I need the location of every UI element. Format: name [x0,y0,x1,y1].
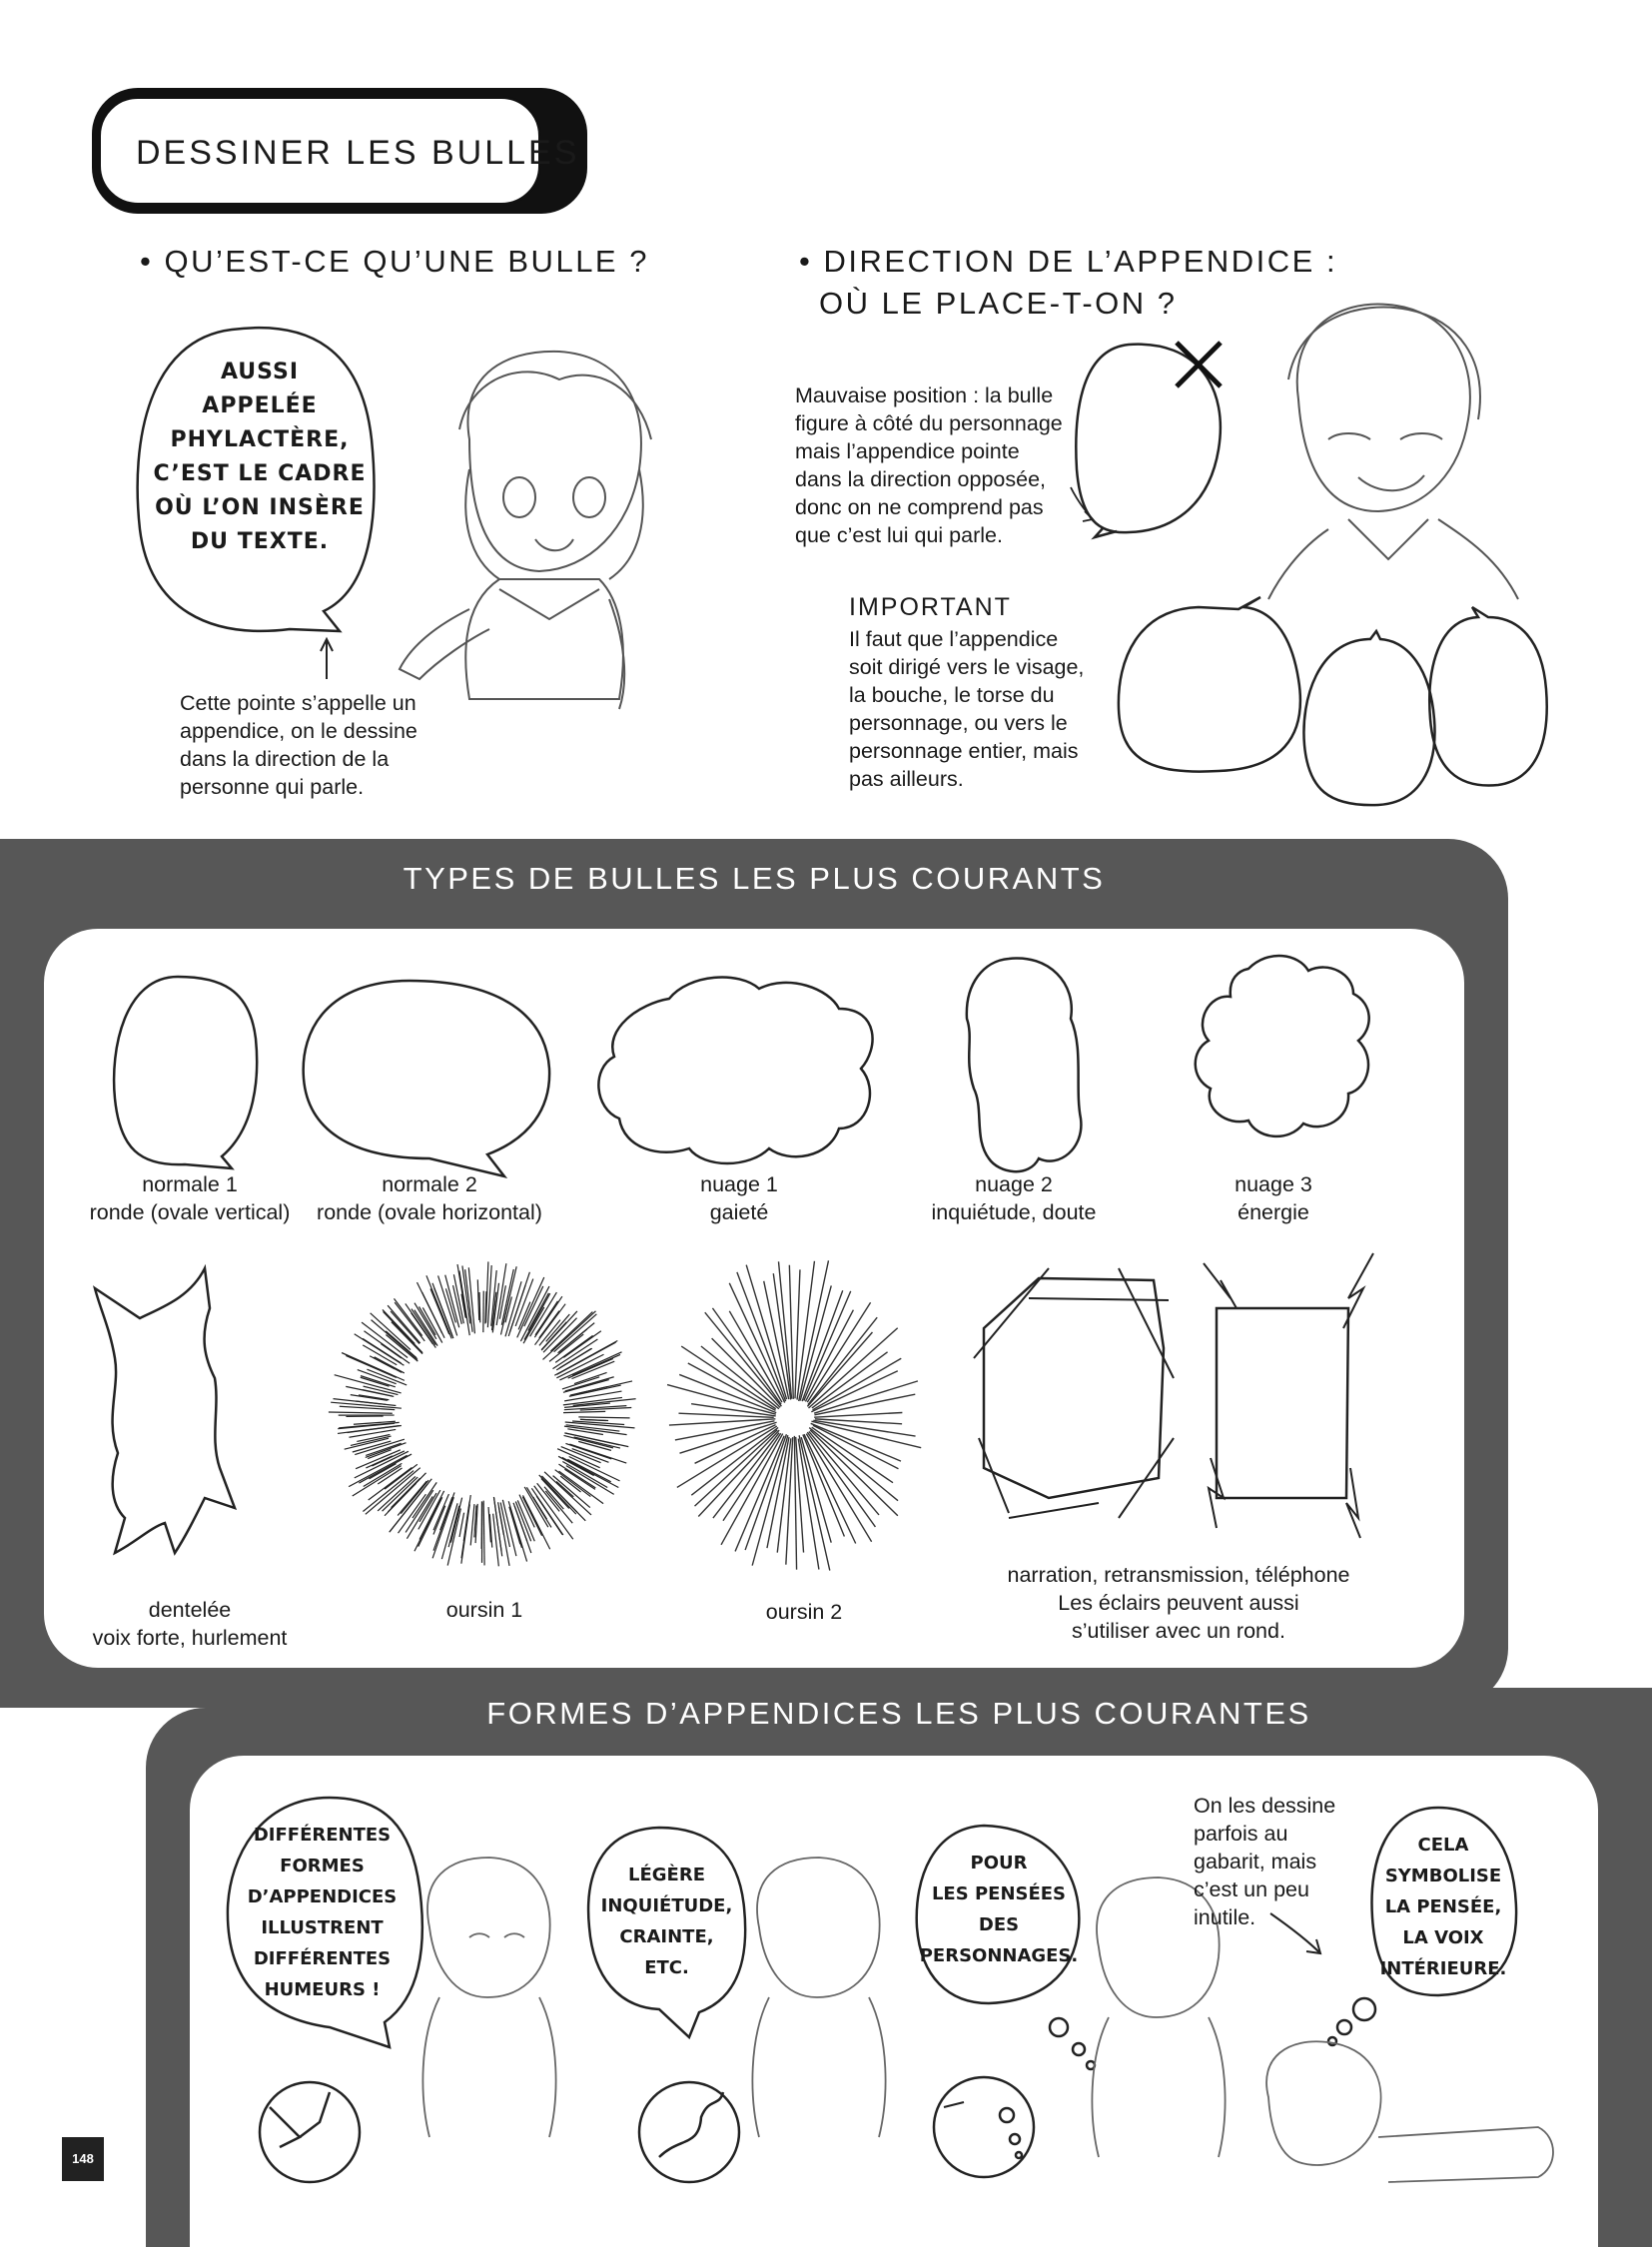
page-title: DESSINER LES BULLES [136,134,580,172]
type-label-normale1: normale 1 ronde (ovale vertical) [89,1172,291,1224]
section-title-appendix-direction-2: OÙ LE PLACE-T-ON ? [819,286,1178,321]
appendix-bubble-2: LÉGÈRE INQUIÉTUDE, CRAINTE, ETC. [600,1865,733,1978]
important-title: IMPORTANT [849,593,1012,621]
appendix-bubble-4: CELA SYMBOLISE LA PENSÉE, LA VOIX INTÉRIEURE. [1379,1835,1507,1979]
type-label-oursin1: oursin 1 [445,1598,523,1622]
bubble-text-definition: AUSSI APPELÉE PHYLACTÈRE, C’EST LE CADRE OÙ L’ON INSÈRE DU TEXTE. [153,360,367,554]
type-label-normale2: normale 2 ronde (ovale horizontal) [317,1172,542,1224]
important-text: Il faut que l’appendice soit dirigé vers le visage, la bouche, le torse du personnage, ou vers le personnage entier, mais pas ailleurs. [849,627,1085,791]
type-label-oursin2: oursin 2 [765,1600,843,1624]
appendix-caption: Cette pointe s’appelle un appendice, on le dessine dans la direction de la personne qui parle. [180,691,417,799]
wrong-position-caption: Mauvaise position : la bulle figure à côté du personnage mais l’appendice pointe dans la direction opposée, donc on ne comprend pas que c’est lui qui parle. [795,383,1063,547]
page-number: 148 [62,2137,104,2181]
type-label-nuage2: nuage 2 inquiétude, doute [931,1172,1097,1224]
appendix-bubble-3: POUR LES PENSÉES DES PERSONNAGES. [919,1853,1079,1966]
appendix-note: On les dessine parfois au gabarit, mais c’est un peu inutile. [1194,1794,1336,1929]
section-title-what-is-bubble: • QU’EST-CE QU’UNE BULLE ? [140,244,649,279]
appendix-title: FORMES D’APPENDICES LES PLUS COURANTES [486,1696,1311,1731]
type-label-nuage1: nuage 1 gaieté [700,1172,778,1224]
types-title: TYPES DE BULLES LES PLUS COURANTS [403,861,1106,896]
section-title-appendix-direction: • DIRECTION DE L’APPENDICE : [799,244,1338,279]
appendix-bubble-1: DIFFÉRENTES FORMES D’APPENDICES ILLUSTRENT DIFFÉRENTES HUMEURS ! [247,1825,398,2000]
type-label-narration: narration, retransmission, téléphone Les éclairs peuvent aussi s’utiliser avec un rond. [1007,1563,1350,1643]
type-label-dentelee: dentelée voix forte, hurlement [92,1598,288,1650]
type-label-nuage3: nuage 3 énergie [1235,1172,1312,1224]
